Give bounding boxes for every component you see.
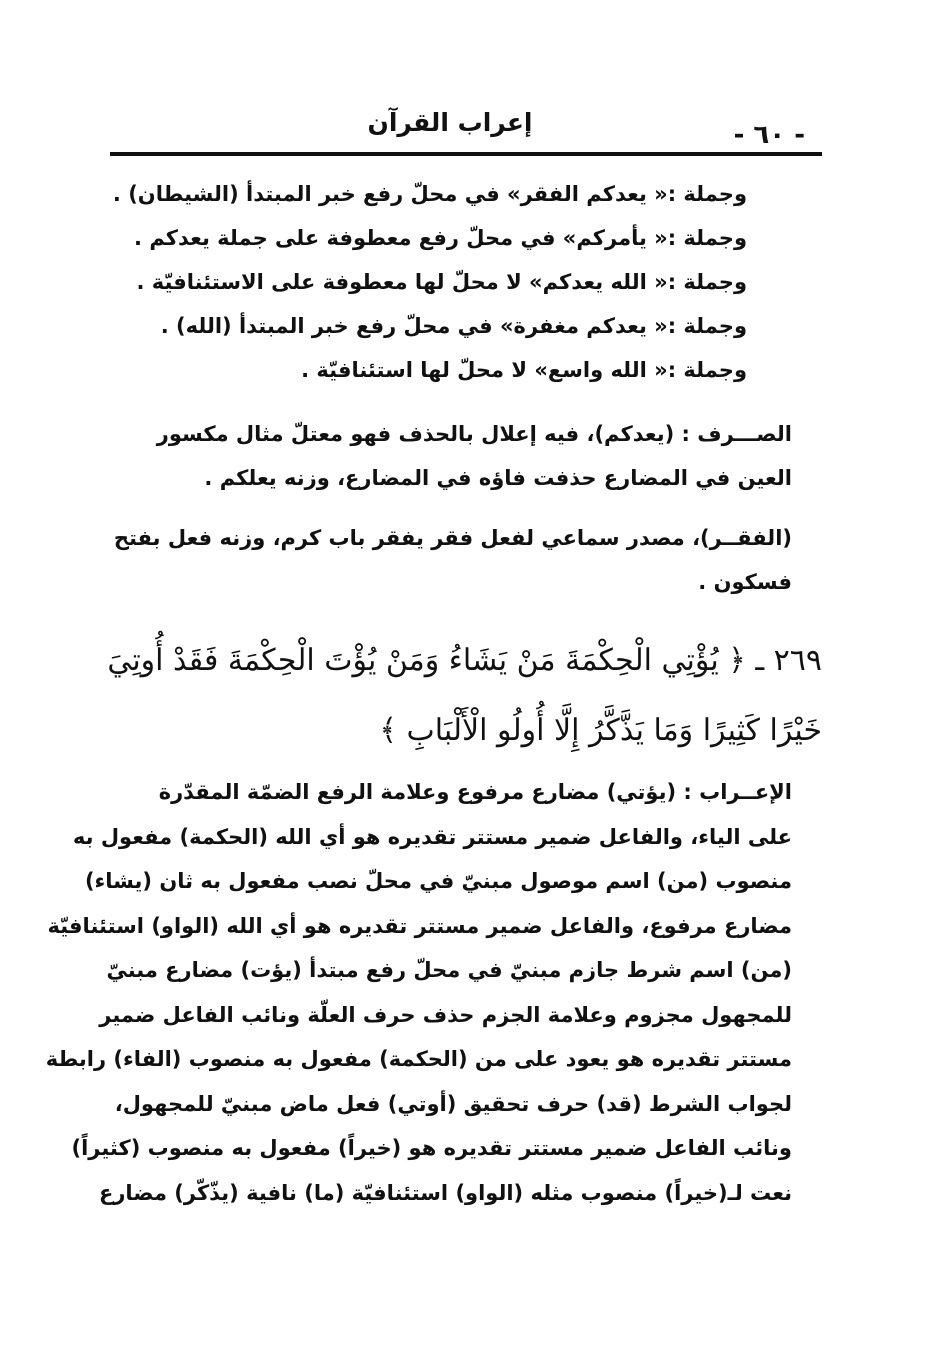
irab-line: للمجهول مجزوم وعلامة الجزم حذف حرف العلّة ونائب الفاعل ضمير <box>99 1002 792 1027</box>
sarf-label: الصـــرف : <box>681 422 792 446</box>
page-number: - ٦٠ - <box>733 120 805 150</box>
sarf-text: (يعدكم)، فيه إعلال بالحذف فهو معتلّ مثال مكسور <box>156 422 675 446</box>
sarf-line-1 <box>112 412 792 456</box>
running-header-title: إعراب القرآن <box>367 108 533 137</box>
irab-line: لجواب الشرط (قد) حرف تحقيق (أوتي) فعل ماض مبنيّ للمجهول، <box>114 1091 792 1116</box>
irab-line: الإعــراب : (يؤتي) مضارع مرفوع وعلامة الرفع الضمّة المقدّرة <box>158 780 792 804</box>
sentence-line: وجملة :« الله يعدكم» لا محلّ لها معطوفة على الاستئنافيّة . <box>136 270 747 294</box>
header-rule <box>110 152 822 156</box>
sarf-paragraph <box>112 412 792 500</box>
sentence-line: وجملة :« يأمركم» في محلّ رفع معطوفة على جملة يعدكم . <box>134 226 747 250</box>
irab-line: منصوب (من) اسم موصول مبنيّ في محلّ نصب مفعول به ثان (يشاء) <box>84 869 792 893</box>
sentences-block <box>112 172 747 392</box>
sentence-line: وجملة :« الله واسع» لا محلّ لها استئنافيّة . <box>301 358 747 382</box>
quran-verse <box>107 626 822 766</box>
irab-line: مستتر تقديره هو يعود على من (الحكمة) مفعول به منصوب (الفاء) رابطة <box>45 1047 792 1071</box>
sarf-line-2: العين في المضارع حذفت فاؤه في المضارع، وزنه يعلكم . <box>204 466 792 490</box>
irab-line: ونائب الفاعل ضمير مستتر تقديره هو (خيراً) مفعول به منصوب (كثيراً) <box>71 1136 792 1160</box>
faqr-line-2: فسكون . <box>698 570 792 594</box>
irab-line: نعت لـ(خيراً) منصوب مثله (الواو) استئنافيّة (ما) نافية (يذّكّر) مضارع <box>98 1180 792 1205</box>
irab-line: على الياء، والفاعل ضمير مستتر تقديره هو أي الله (الحكمة) مفعول به <box>72 824 792 849</box>
irab-line: (من) اسم شرط جازم مبنيّ في محلّ رفع مبتدأ (يؤت) مضارع مبنيّ <box>106 958 792 982</box>
faqr-paragraph <box>112 516 792 604</box>
sentence-line: وجملة :« يعدكم مغفرة» في محلّ رفع خبر المبتدأ (الله) . <box>160 314 747 338</box>
irab-paragraph <box>45 770 792 1215</box>
sentence-line: وجملة :« يعدكم الفقر» في محلّ رفع خبر المبتدأ (الشيطان) . <box>112 182 747 206</box>
verse-line-2: خَيْرًا كَثِيرًا وَمَا يَذَّكَّرُ إِلَّا أُولُو الْأَلْبَابِ ﴾ <box>379 713 822 748</box>
faqr-line-1: (الفقــر)، مصدر سماعي لفعل فقر يفقر باب كرم، وزنه فعل بفتح <box>113 526 792 550</box>
irab-line: مضارع مرفوع، والفاعل ضمير مستتر تقديره هو أي الله (الواو) استئنافيّة <box>47 913 792 938</box>
verse-line-1: ٢٦٩ ـ ﴿ يُؤْتِي الْحِكْمَةَ مَنْ يَشَاءُ وَمَنْ يُؤْتَ الْحِكْمَةَ فَقَدْ أُوتِيَ <box>107 643 822 678</box>
